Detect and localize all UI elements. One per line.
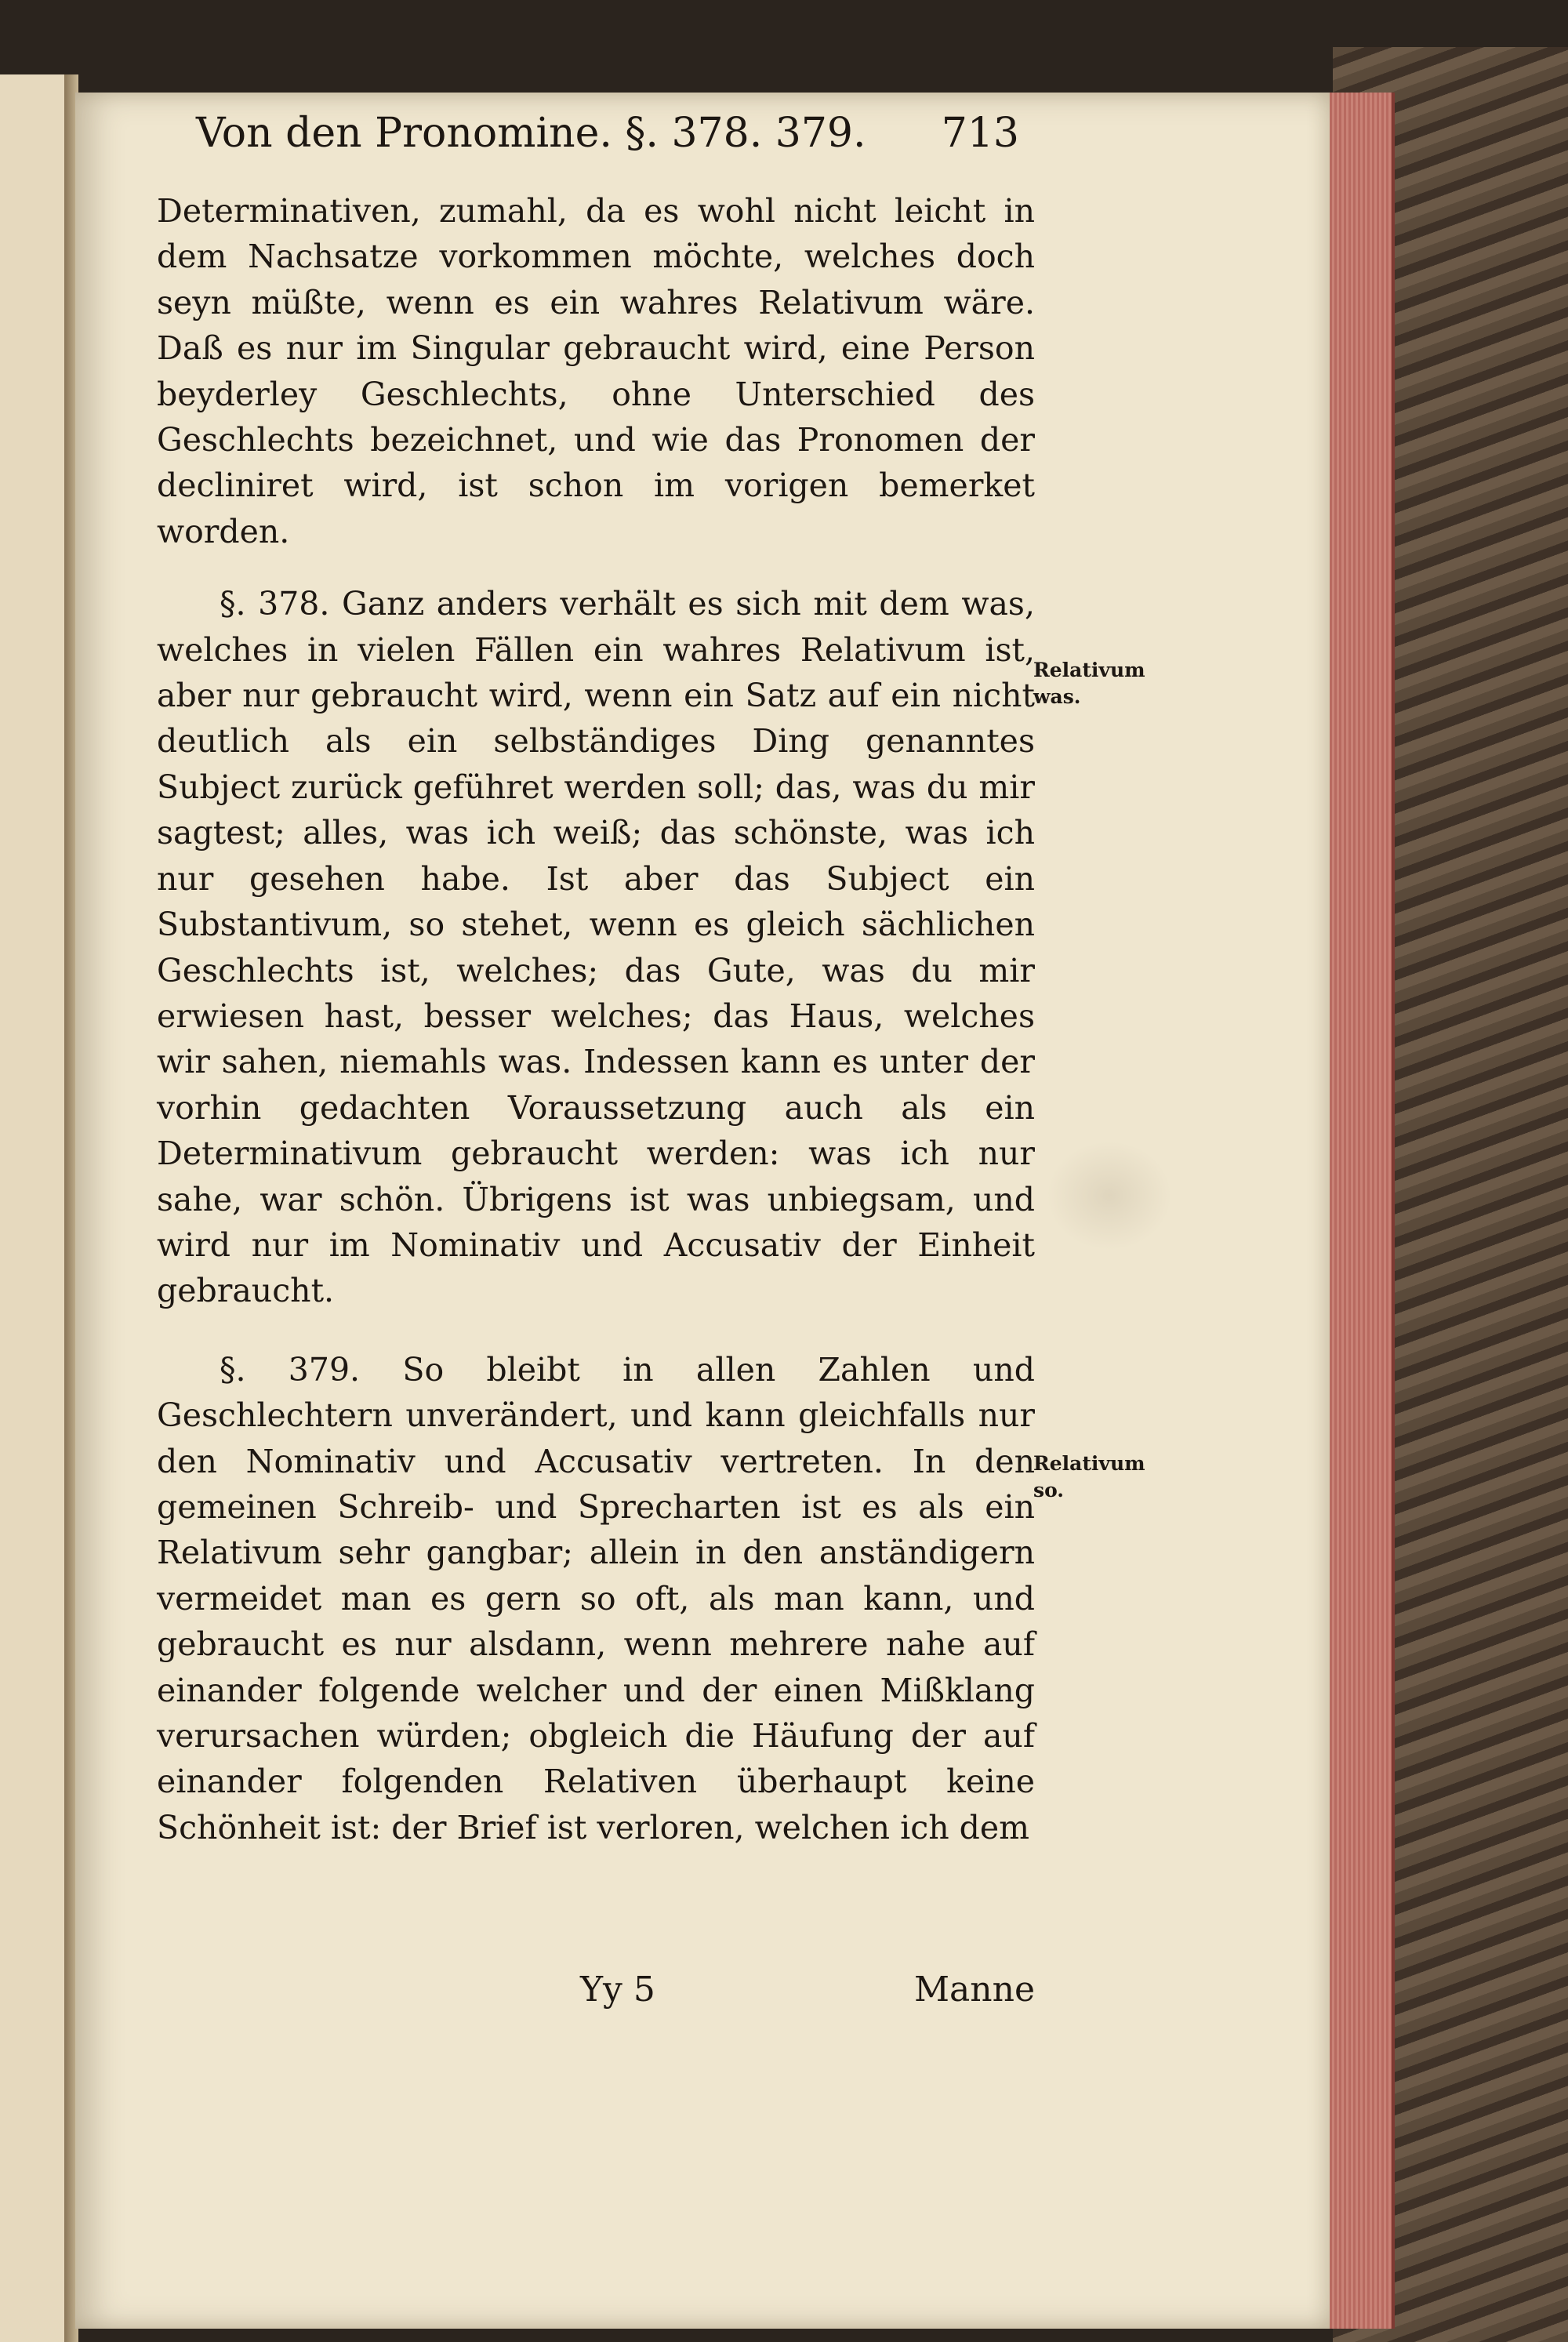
catchword: Manne — [914, 1970, 1035, 2010]
main-text — [157, 188, 1035, 1850]
margin-note-378-line1: Relativum — [1033, 659, 1145, 681]
page-edges — [1325, 93, 1395, 2329]
page-number: 713 — [941, 110, 1019, 157]
margin-note-379-line1: Relativum — [1033, 1452, 1145, 1475]
margin-note-379-line2: so. — [1033, 1479, 1065, 1501]
paragraph-continuation: Determinativen, zumahl, da es wohl nicht leicht in dem Nachsatze vorkommen möchte, welches doch seyn müßte, wenn es ein wahres Relativum wäre. Daß es nur im Singular gebraucht wird, eine Person beyderley Geschlechts, ohne Unterschied des Geschlechts bezeichnet, und wie das Pronomen der decliniret wird, ist schon im vorigen bemerket worden. — [157, 192, 1035, 550]
ink-bleed-through — [1047, 1141, 1172, 1251]
paragraph-378: §. 378. Ganz anders verhält es sich mit dem was, welches in vielen Fällen ein wahres Relativum ist, aber nur gebraucht wird, wenn ein Satz auf ein nicht deutlich als ein selbständiges Ding genanntes Subject zurück geführet werden soll; das, was du mir sagtest; alles, was ich weiß; das schönste, was ich nur gesehen habe. Ist aber das Subject ein Substantivum, so stehet, wenn es gleich sächlichen Geschlechts ist, welches; das Gute, was du mir erwiesen hast, besser welches; das Haus, welches wir sahen, niemahls was. Indessen kann es unter der vorhin gedachten Voraussetzung auch als ein Determinativum gebraucht werden: was ich nur sahe, war schön. Übrigens ist was unbiegsam, und wird nur im Nominativ und Accusativ der Einheit gebraucht. — [157, 585, 1035, 1310]
paragraph-379: §. 379. So bleibt in allen Zahlen und Geschlechtern unverändert, und kann gleichfalls nur den Nominativ und Accusativ vertreten. In den gemeinen Schreib- und Sprecharten ist es als ein Relativum sehr gangbar; allein in den anständigern vermeidet man es gern so oft, als man kann, und gebraucht es nur alsdann, wenn mehrere nahe auf einander folgende welcher und der einen Mißklang verursachen würden; obgleich die Häufung der auf einander folgenden Relativen überhaupt keine Schönheit ist: der Brief ist verloren, welchen ich dem — [157, 1350, 1035, 1846]
header-title: Von den Pronomine. §. 378. 379. — [196, 110, 866, 157]
left-page-edge — [0, 74, 67, 2342]
signature-mark: Yy 5 — [580, 1970, 655, 2010]
margin-note-379 — [1033, 1451, 1145, 1504]
margin-note-378-line2: was. — [1033, 685, 1081, 708]
running-header — [196, 110, 1019, 172]
page-footer — [157, 1970, 1035, 2017]
margin-note-378 — [1033, 657, 1145, 710]
